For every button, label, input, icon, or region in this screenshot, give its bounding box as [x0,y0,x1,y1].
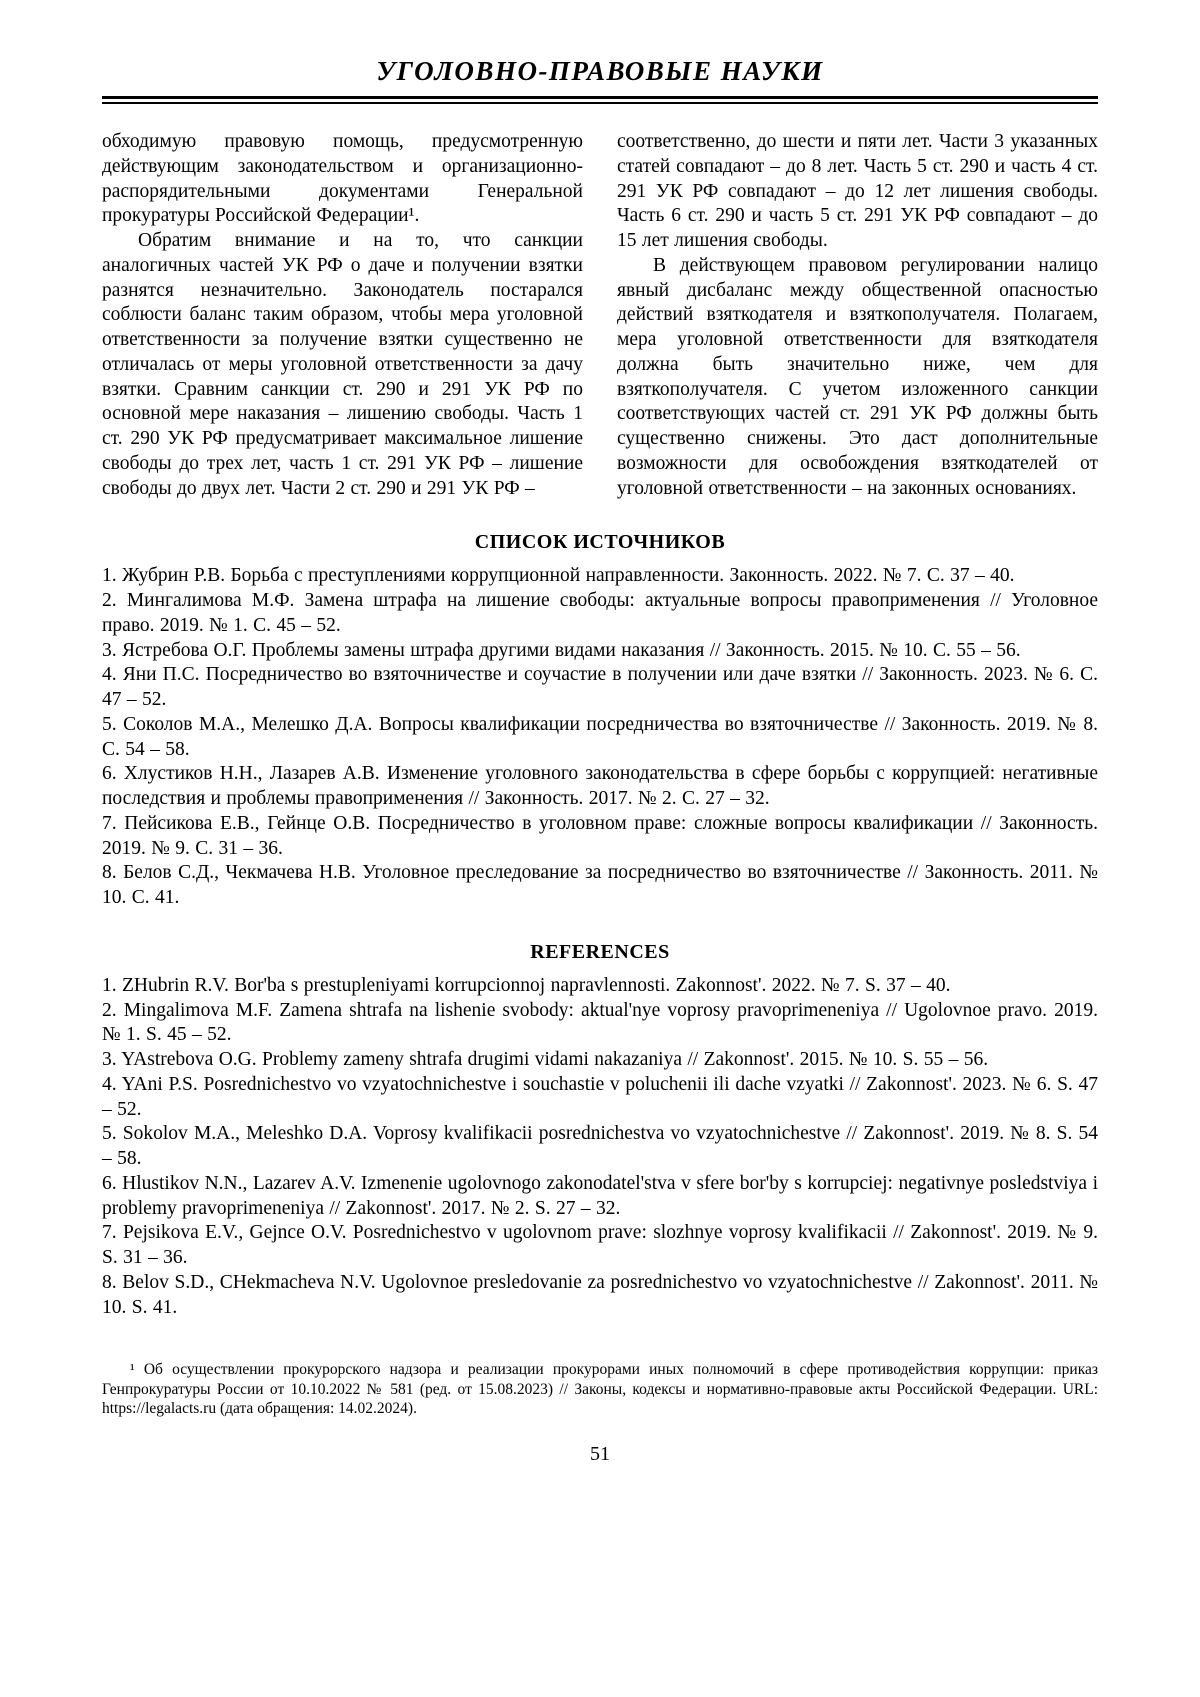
sources-section [102,531,1098,911]
body-paragraph: соответственно, до шести и пяти лет. Части 3 указанных статей совпадают – до 8 лет. Часть 5 ст. 290 и часть 4 ст. 291 УК РФ совпадают – до 12 лет лишения свободы. Часть 6 ст. 290 и часть 5 ст. 291 УК РФ совпадают – до 15 лет лишения свободы. [617,131,1098,251]
reference-item: 6. Hlustikov N.N., Lazarev A.V. Izmenenie ugolovnogo zakonodatel'stva v sfere bor'by s korrupciej: negativnye posledstviya i problemy pravoprimeneniya // Zakonnost'. 2017. № 2. S. 27 – 32. [102,1172,1098,1219]
reference-item: 1. ZHubrin R.V. Bor'ba s prestupleniyami korrupcionnoj napravlennosti. Zakonnost'. 2022. № 7. S. 37 – 40. [102,974,951,996]
source-item: 7. Пейсикова Е.В., Гейнце О.В. Посредничество в уголовном праве: сложные вопросы квалификации // Законность. 2019. № 9. С. 31 – 36. [102,812,1098,859]
footnote-text: ¹ Об осуществлении прокурорского надзора и реализации прокурорами иных полномочий в сфере противодействия коррупции: приказ Генпрокуратуры России от 10.10.2022 № 581 (ред. от 15.08.2023) // Законы, кодексы и нормативно-правовые акты Российской Федерации. URL: https://legalacts.ru (дата обращения: 14.02.2024). [102,1361,1098,1418]
footnote [102,1360,1098,1419]
page-footer [102,1360,1098,1466]
reference-item: 2. Mingalimova M.F. Zamena shtrafa na lishenie svobody: aktual'nye voprosy pravoprimeneniya // Ugolovnoe pravo. 2019. № 1. S. 45 – 52. [102,999,1098,1046]
reference-item: 3. YAstrebova O.G. Problemy zameny shtrafa drugimi vidami nakazaniya // Zakonnost'. 2015. № 10. S. 55 – 56. [102,1049,989,1070]
source-item: 2. Мингалимова М.Ф. Замена штрафа на лишение свободы: актуальные вопросы правоприменения // Уголовное право. 2019. № 1. С. 45 – 52. [102,590,1098,636]
source-item: 1. Жубрин Р.В. Борьба с преступлениями коррупционной направленности. Законность. 2022. № 7. С. 37 – 40. [102,565,1015,587]
source-item: 6. Хлустиков Н.Н., Лазарев А.В. Изменение уголовного законодательства в сфере борьбы с коррупцией: негативные последствия и проблемы правоприменения // Законность. 2017. № 2. С. 27 – 32. [102,763,1098,809]
reference-item: 5. Sokolov M.A., Meleshko D.A. Voprosy kvalifikacii posrednichestva vo vzyatochnichestve // Zakonnost'. 2019. № 8. S. 54 – 58. [102,1123,1098,1169]
source-item: 3. Ястребова О.Г. Проблемы замены штрафа другими видами наказания // Законность. 2015. № 10. С. 55 – 56. [102,639,1021,661]
reference-item: 4. YAni P.S. Posrednichestvo vo vzyatochnichestve i souchastie v poluchenii ili dache vzyatki // Zakonnost'. 2023. № 6. S. 47 – 52. [102,1073,1098,1120]
body-paragraph: В действующем правовом регулировании налицо явный дисбаланс между общественной опасностью действий взяткодателя и взяткополучателя. Полагаем, мера уголовной ответственности для взяткодателя должна быть значительно ниже, чем для взяткополучателя. С учетом изложенного санкции соответствующих частей ст. 291 УК РФ должны быть существенно снижены. Это даст дополнительные возможности для освобождения взяткодателей от уголовной ответственности – на законных основаниях. [617,254,1098,499]
sources-heading: СПИСОК ИСТОЧНИКОВ [474,531,726,554]
running-head [102,56,1098,104]
body-paragraph: обходимую правовую помощь, предусмотренную действующим законодательством и организационно-распорядительными документами Генеральной прокуратуры Российской Федерации¹. [102,131,583,227]
reference-item: 8. Belov S.D., CHekmacheva N.V. Ugolovnoe presledovanie za posrednichestvo vo vzyatochnichestve // Zakonnost'. 2011. № 10. S. 41. [102,1271,1098,1318]
article-body [102,130,1098,501]
section-title: УГОЛОВНО-ПРАВОВЫЕ НАУКИ [376,56,824,86]
references-section [102,941,1098,1321]
reference-item: 7. Pejsikova E.V., Gejnce O.V. Posrednichestvo v ugolovnom prave: slozhnye voprosy kvalifikacii // Zakonnost'. 2019. № 9. S. 31 – 36. [102,1222,1098,1268]
right-column [617,130,1098,501]
left-column [102,130,583,501]
header-double-rule [102,96,1098,104]
body-paragraph: Обратим внимание и на то, что санкции аналогичных частей УК РФ о даче и получении взятки разнятся незначительно. Законодатель постарался соблюсти баланс таким образом, чтобы мера уголовной ответственности за получение взятки существенно не отличалась от меры уголовной ответственности за дачу взятки. Сравним санкции ст. 290 и 291 УК РФ по основной мере наказания – лишению свободы. Часть 1 ст. 290 УК РФ предусматривает максимальное лишение свободы до трех лет, часть 1 ст. 291 УК РФ – лишение свободы до двух лет. Части 2 ст. 290 и 291 УК РФ – [102,230,583,499]
source-item: 4. Яни П.С. Посредничество во взяточничестве и соучастие в получении или даче взятки // Законность. 2023. № 6. С. 47 – 52. [102,664,1098,710]
page-number: 51 [590,1442,610,1465]
source-item: 5. Соколов М.А., Мелешко Д.А. Вопросы квалификации посредничества во взяточничестве // Законность. 2019. № 8. С. 54 – 58. [102,713,1098,760]
source-item: 8. Белов С.Д., Чекмачева Н.В. Уголовное преследование за посредничество во взяточничестве // Законность. 2011. № 10. С. 41. [102,862,1098,908]
references-heading: REFERENCES [530,940,670,963]
